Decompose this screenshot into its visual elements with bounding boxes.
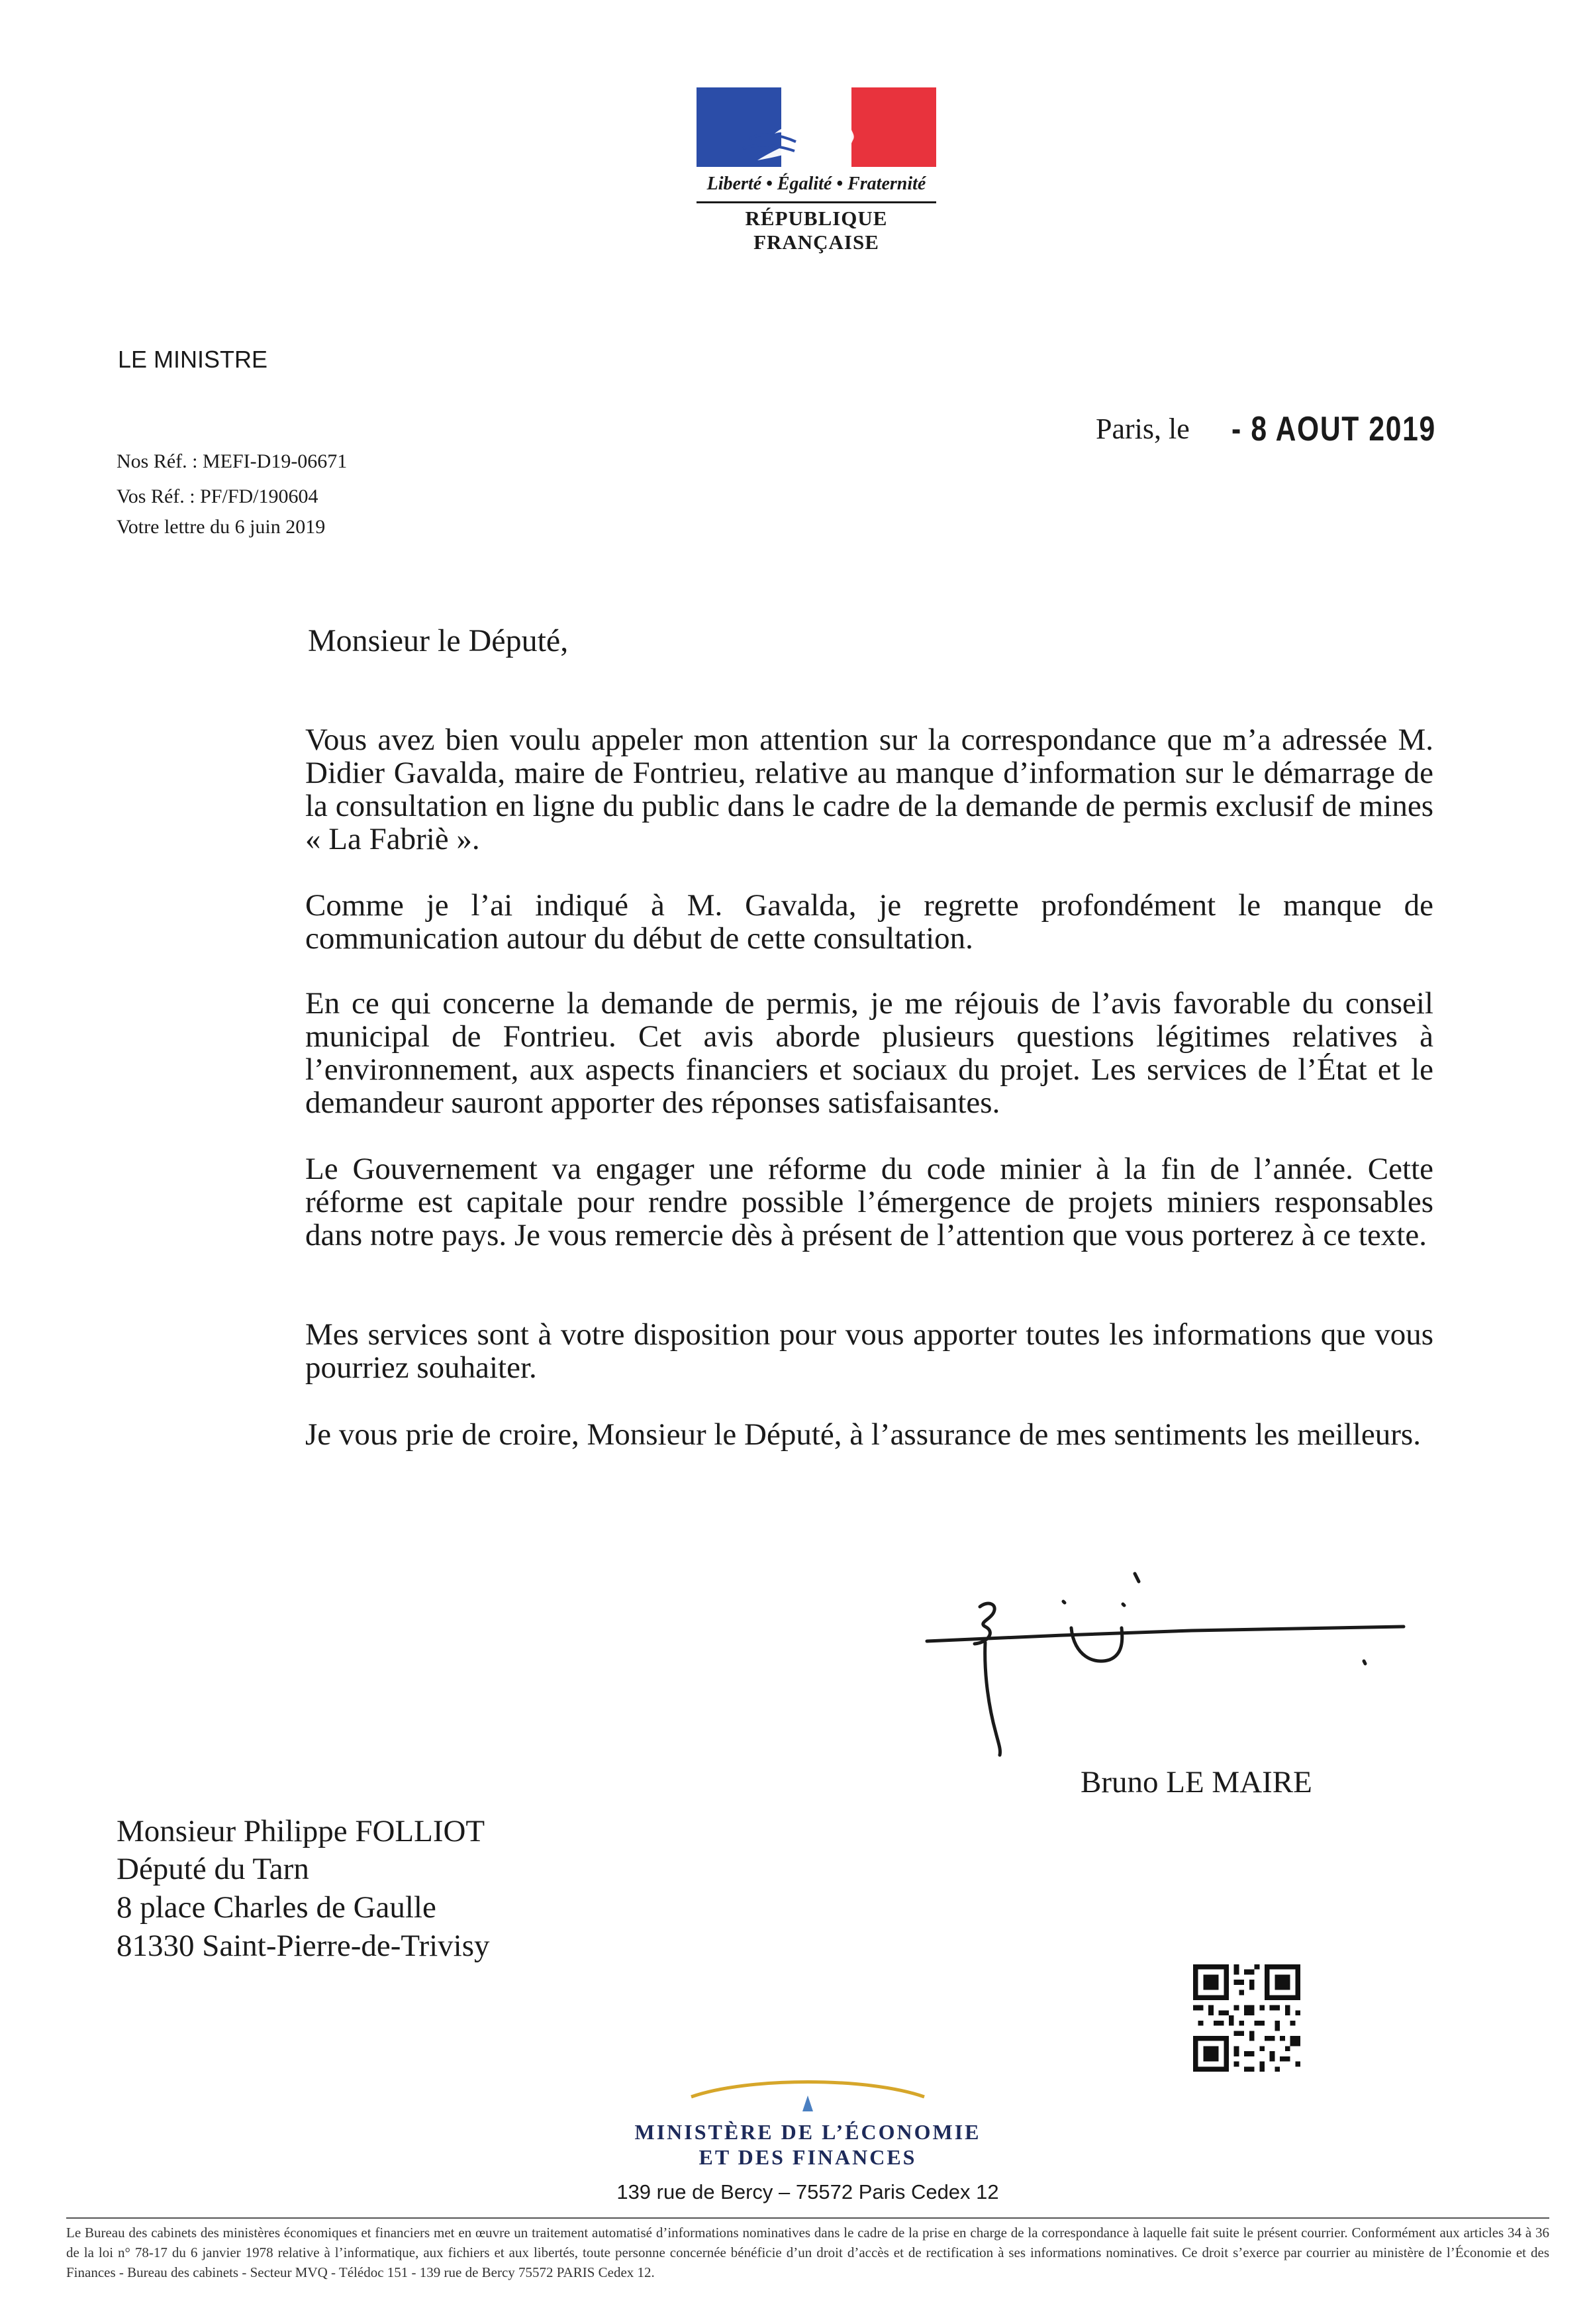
- signatory-name: Bruno LE MAIRE: [1081, 1765, 1312, 1799]
- closing-paragraph: Je vous prie de croire, Monsieur le Député, à l’assurance de mes sentiments les meilleurs.: [305, 1417, 1421, 1452]
- ministry-name-line-2: ET DES FINANCES: [699, 2145, 917, 2169]
- body-paragraph: Comme je l’ai indiqué à M. Gavalda, je regrette profondément le manque de communication autour du début de cette consultation.: [305, 888, 1433, 956]
- date-place: Paris, le: [1096, 413, 1190, 445]
- marianne-logo: [697, 87, 936, 167]
- footer-divider: [66, 2217, 1549, 2219]
- our-reference: Nos Réf. : MEFI-D19-06671: [117, 450, 348, 472]
- your-letter-date: Votre lettre du 6 juin 2019: [117, 516, 326, 538]
- ministry-logo-arc: [689, 2073, 927, 2113]
- handwritten-signature: [914, 1563, 1417, 1782]
- recipient-street: 8 place Charles de Gaulle: [117, 1890, 436, 1925]
- body-paragraph: Mes services sont à votre disposition pour vous apporter toutes les informations que vous pourriez souhaiter.: [305, 1317, 1433, 1385]
- body-paragraph: En ce qui concerne la demande de permis, je me réjouis de l’avis favorable du conseil municipal de Fontrieu. Cet avis aborde plusieurs questions légitimes relatives à l’environnement, aux aspects financiers et sociaux du projet. Les services de l’État et le demandeur sauront apporter des réponses satisfaisantes.: [305, 986, 1433, 1120]
- ministry-address: 139 rue de Bercy – 75572 Paris Cedex 12: [616, 2180, 999, 2203]
- privacy-notice: Le Bureau des cabinets des ministères économiques et financiers met en œuvre un traitement automatisé d’informations nominatives dans le cadre de la prise en charge de la correspondance à laquelle fait suite le présent courrier. Conformément aux articles 34 à 36 de la loi n° 78-17 du 6 janvier 1978 relative à l’informatique, aux fichiers et aux libertés, toute personne concernée bénéficie d’un droit d’accès et de rectification à ses informations nominatives. Ce droit s’exerce par courrier au ministère de l’Économie et des Finances - Bureau des cabinets - Secteur MVQ - Télédoc 151 - 139 rue de Bercy 75572 PARIS Cedex 12.: [66, 2225, 1549, 2280]
- motto-divider: [697, 201, 936, 203]
- ministry-name: [596, 2119, 1020, 2170]
- salutation: Monsieur le Député,: [308, 623, 569, 658]
- republic-motto: Liberté • Égalité • Fraternité: [706, 174, 926, 194]
- date-stamp: - 8 AOUT 2019: [1231, 410, 1436, 448]
- qr-code: [1193, 1964, 1300, 2072]
- your-reference: Vos Réf. : PF/FD/190604: [117, 485, 318, 507]
- republique-francaise-label: RÉPUBLIQUE FRANÇAISE: [745, 207, 888, 254]
- body-paragraph: Vous avez bien voulu appeler mon attention sur la correspondance que m’a adressée M. Didier Gavalda, maire de Fontrieu, relative au manque d’information sur le démarrage de la consultation en ligne du public dans le cadre de la demande de permis exclusif de mines « La Fabriè ».: [305, 723, 1433, 856]
- ministry-name-line-1: MINISTÈRE DE L’ÉCONOMIE: [634, 2120, 981, 2144]
- recipient-title: Député du Tarn: [117, 1852, 309, 1886]
- sender-title: LE MINISTRE: [118, 346, 268, 373]
- body-paragraph: Le Gouvernement va engager une réforme du code minier à la fin de l’année. Cette réforme est capitale pour rendre possible l’émergence de projets miniers responsables dans notre pays. Je vous remercie dès à présent de l’attention que vous porterez à ce texte.: [305, 1152, 1433, 1252]
- recipient-city: 81330 Saint-Pierre-de-Trivisy: [117, 1929, 490, 1963]
- recipient-name: Monsieur Philippe FOLLIOT: [117, 1814, 485, 1848]
